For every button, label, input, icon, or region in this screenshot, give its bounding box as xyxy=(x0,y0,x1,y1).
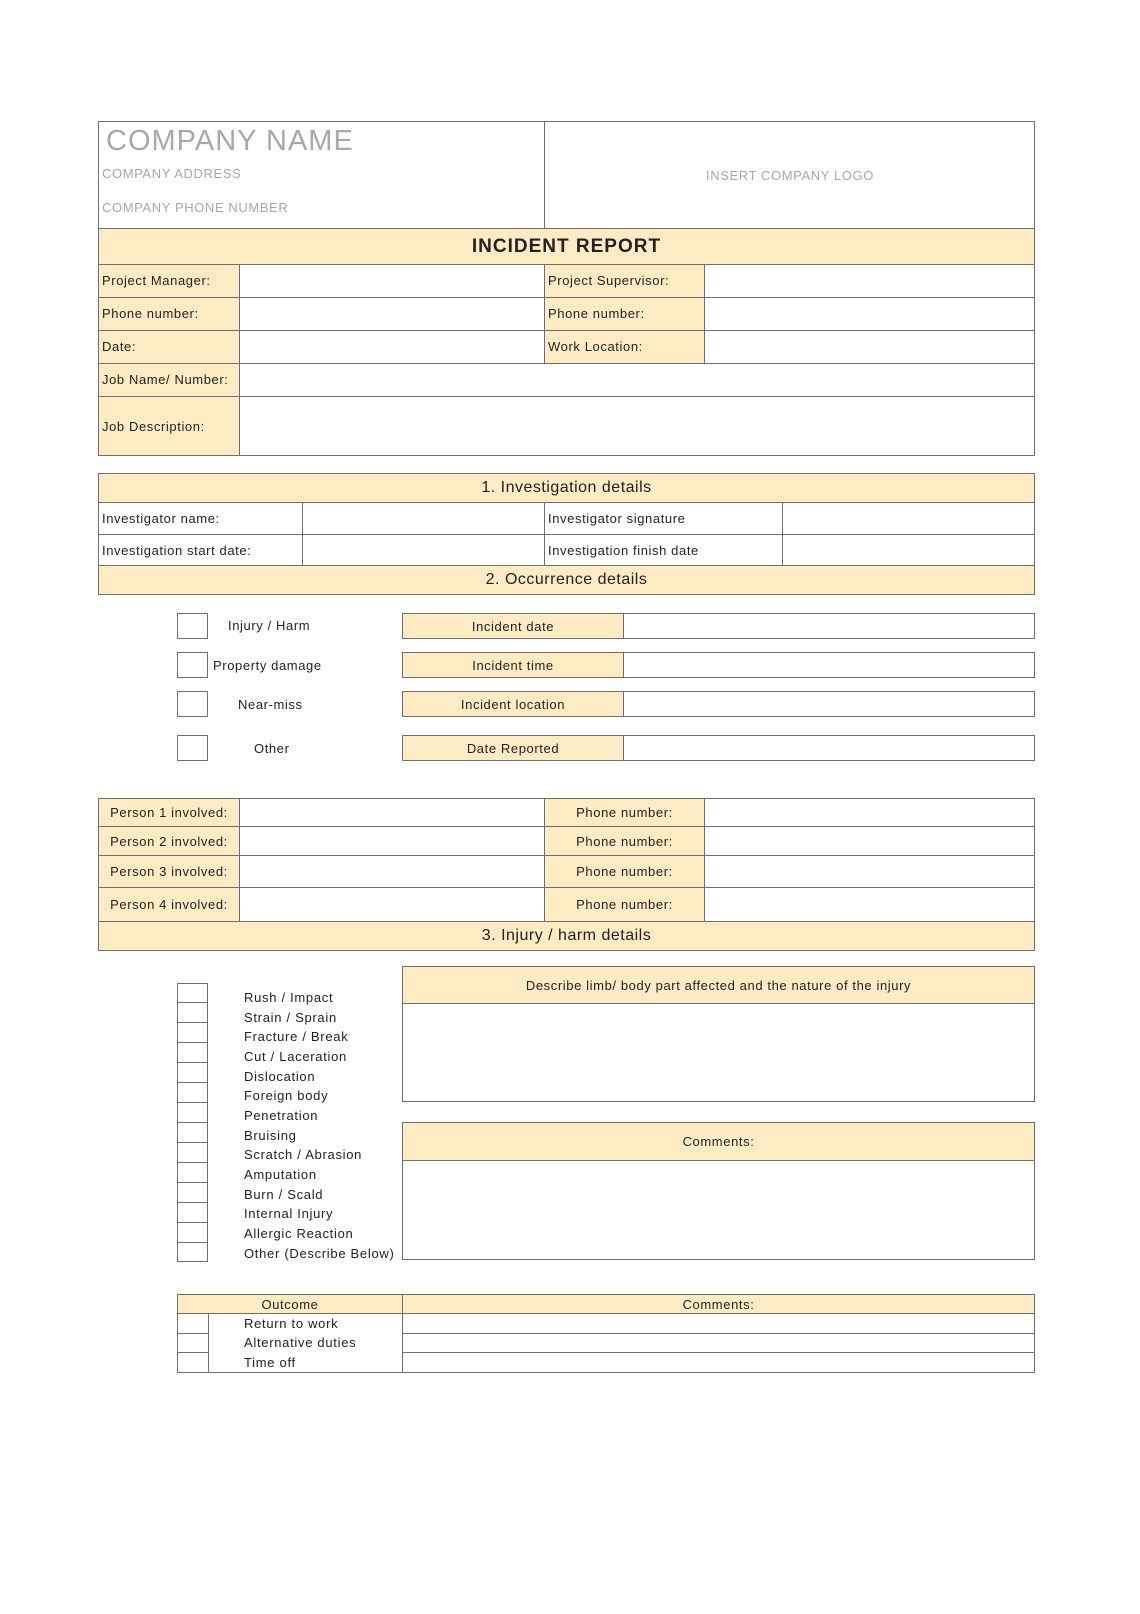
injury-type-checkboxes xyxy=(177,983,208,1261)
injury-type-label: Strain / Sprain xyxy=(244,1010,337,1025)
property-damage-checkbox[interactable] xyxy=(177,652,208,678)
rush-impact-checkbox[interactable] xyxy=(177,983,208,1004)
injury-type-label: Burn / Scald xyxy=(244,1187,324,1202)
company-phone: COMPANY PHONE NUMBER xyxy=(102,200,289,215)
work-location-label: Work Location: xyxy=(548,339,643,354)
property-damage-label: Property damage xyxy=(213,658,322,673)
time-off-comment[interactable] xyxy=(403,1353,1034,1372)
injury-harm-checkbox[interactable] xyxy=(177,613,208,639)
amputation-checkbox[interactable] xyxy=(177,1162,208,1183)
incident-date-label: Incident date xyxy=(403,614,623,638)
return-to-work-comment[interactable] xyxy=(403,1314,1034,1333)
person-4-label: Person 4 involved: xyxy=(110,897,228,912)
injury-comments-field[interactable] xyxy=(403,1161,1034,1259)
person-2-field[interactable] xyxy=(240,827,543,855)
person-1-phone-label: Phone number: xyxy=(576,805,673,820)
project-manager-label: Project Manager: xyxy=(102,273,211,288)
incident-location-field[interactable] xyxy=(624,692,1034,716)
job-name-field[interactable] xyxy=(240,364,1034,395)
job-description-label: Job Description: xyxy=(102,418,205,434)
foreign-body-checkbox[interactable] xyxy=(177,1082,208,1103)
other-describe-checkbox[interactable] xyxy=(177,1242,208,1262)
injury-type-label: Dislocation xyxy=(244,1069,316,1084)
incident-date-field[interactable] xyxy=(624,614,1034,638)
investigator-name-field[interactable] xyxy=(303,503,543,534)
other-label: Other xyxy=(254,741,290,756)
injury-harm-label: Injury / Harm xyxy=(228,618,311,633)
section3-title: 3. Injury / harm details xyxy=(99,922,1034,950)
person-3-phone-field[interactable] xyxy=(705,856,1034,887)
internal-injury-checkbox[interactable] xyxy=(177,1202,208,1223)
strain-sprain-checkbox[interactable] xyxy=(177,1002,208,1023)
person-4-phone-label: Phone number: xyxy=(576,897,673,912)
return-to-work-checkbox[interactable] xyxy=(178,1314,208,1333)
phone-number-label-left: Phone number: xyxy=(102,306,199,321)
section1-title: 1. Investigation details xyxy=(99,474,1034,502)
person-1-label: Person 1 involved: xyxy=(110,805,228,820)
dislocation-checkbox[interactable] xyxy=(177,1062,208,1083)
injury-type-label: Cut / Laceration xyxy=(244,1049,347,1064)
injury-type-label: Bruising xyxy=(244,1128,297,1143)
burn-scald-checkbox[interactable] xyxy=(177,1182,208,1203)
report-title: INCIDENT REPORT xyxy=(98,228,1035,265)
person-2-label: Person 2 involved: xyxy=(110,833,228,849)
cut-laceration-checkbox[interactable] xyxy=(177,1042,208,1063)
describe-injury-label: Describe limb/ body part affected and the nature of the injury xyxy=(403,967,1034,1003)
investigation-finish-field[interactable] xyxy=(783,535,1034,565)
describe-injury-field[interactable] xyxy=(403,1004,1034,1101)
date-label: Date: xyxy=(102,339,137,354)
outcome-comments-header: Comments: xyxy=(682,1296,755,1312)
person-3-field[interactable] xyxy=(240,856,543,887)
person-4-phone-field[interactable] xyxy=(705,888,1034,921)
section2-title: 2. Occurrence details xyxy=(99,566,1034,594)
person-3-phone-label: Phone number: xyxy=(576,864,673,879)
outcome-header: Outcome xyxy=(261,1296,319,1312)
project-supervisor-label: Project Supervisor: xyxy=(548,273,670,288)
phone-number-label-right: Phone number: xyxy=(548,306,645,321)
injury-type-label: Scratch / Abrasion xyxy=(244,1147,363,1162)
person-4-field[interactable] xyxy=(240,888,543,921)
investigator-signature-label: Investigator signature xyxy=(548,511,686,526)
job-description-field[interactable] xyxy=(240,397,1034,455)
person-2-phone-label: Phone number: xyxy=(576,833,673,849)
incident-time-field[interactable] xyxy=(624,653,1034,677)
penetration-checkbox[interactable] xyxy=(177,1102,208,1123)
company-address: COMPANY ADDRESS xyxy=(102,166,242,181)
person-2-phone-field[interactable] xyxy=(705,827,1034,855)
investigation-start-label: Investigation start date: xyxy=(102,542,252,558)
incident-location-label: Incident location xyxy=(403,692,623,716)
scratch-abrasion-checkbox[interactable] xyxy=(177,1142,208,1163)
phone-number-field-right[interactable] xyxy=(705,298,1034,329)
work-location-field[interactable] xyxy=(705,331,1034,362)
alternative-duties-comment[interactable] xyxy=(403,1334,1034,1352)
alternative-duties-checkbox[interactable] xyxy=(178,1334,208,1352)
time-off-checkbox[interactable] xyxy=(178,1353,208,1372)
bruising-checkbox[interactable] xyxy=(177,1122,208,1143)
injury-type-label: Penetration xyxy=(244,1108,319,1123)
injury-type-label: Fracture / Break xyxy=(244,1029,349,1044)
investigator-name-label: Investigator name: xyxy=(102,511,220,526)
job-name-label: Job Name/ Number: xyxy=(102,372,229,387)
injury-type-label: Other (Describe Below) xyxy=(244,1246,395,1261)
near-miss-label: Near-miss xyxy=(238,697,303,712)
incident-time-label: Incident time xyxy=(403,653,623,677)
injury-type-label: Internal Injury xyxy=(244,1206,334,1221)
other-checkbox[interactable] xyxy=(177,735,208,761)
investigation-start-field[interactable] xyxy=(303,535,543,565)
fracture-break-checkbox[interactable] xyxy=(177,1022,208,1043)
outcome-label: Time off xyxy=(244,1355,296,1370)
injury-type-label: Amputation xyxy=(244,1167,317,1182)
injury-type-label: Foreign body xyxy=(244,1088,329,1103)
date-field[interactable] xyxy=(240,331,543,362)
investigation-finish-label: Investigation finish date xyxy=(548,542,699,558)
company-name: COMPANY NAME xyxy=(106,125,354,157)
injury-type-label: Allergic Reaction xyxy=(244,1226,354,1241)
outcome-label: Alternative duties xyxy=(244,1335,357,1350)
injury-type-label: Rush / Impact xyxy=(244,990,334,1005)
date-reported-label: Date Reported xyxy=(403,736,623,760)
project-manager-field[interactable] xyxy=(240,265,543,296)
near-miss-checkbox[interactable] xyxy=(177,691,208,717)
date-reported-field[interactable] xyxy=(624,736,1034,760)
injury-comments-label: Comments: xyxy=(403,1123,1034,1160)
project-supervisor-field[interactable] xyxy=(705,265,1034,296)
person-1-phone-field[interactable] xyxy=(705,799,1034,826)
allergic-reaction-checkbox[interactable] xyxy=(177,1222,208,1243)
outcome-label: Return to work xyxy=(244,1316,339,1331)
person-3-label: Person 3 involved: xyxy=(110,864,228,879)
investigator-signature-field[interactable] xyxy=(783,503,1034,534)
person-1-field[interactable] xyxy=(240,799,543,826)
phone-number-field-left[interactable] xyxy=(240,298,543,329)
company-logo-placeholder[interactable]: INSERT COMPANY LOGO xyxy=(706,167,874,183)
